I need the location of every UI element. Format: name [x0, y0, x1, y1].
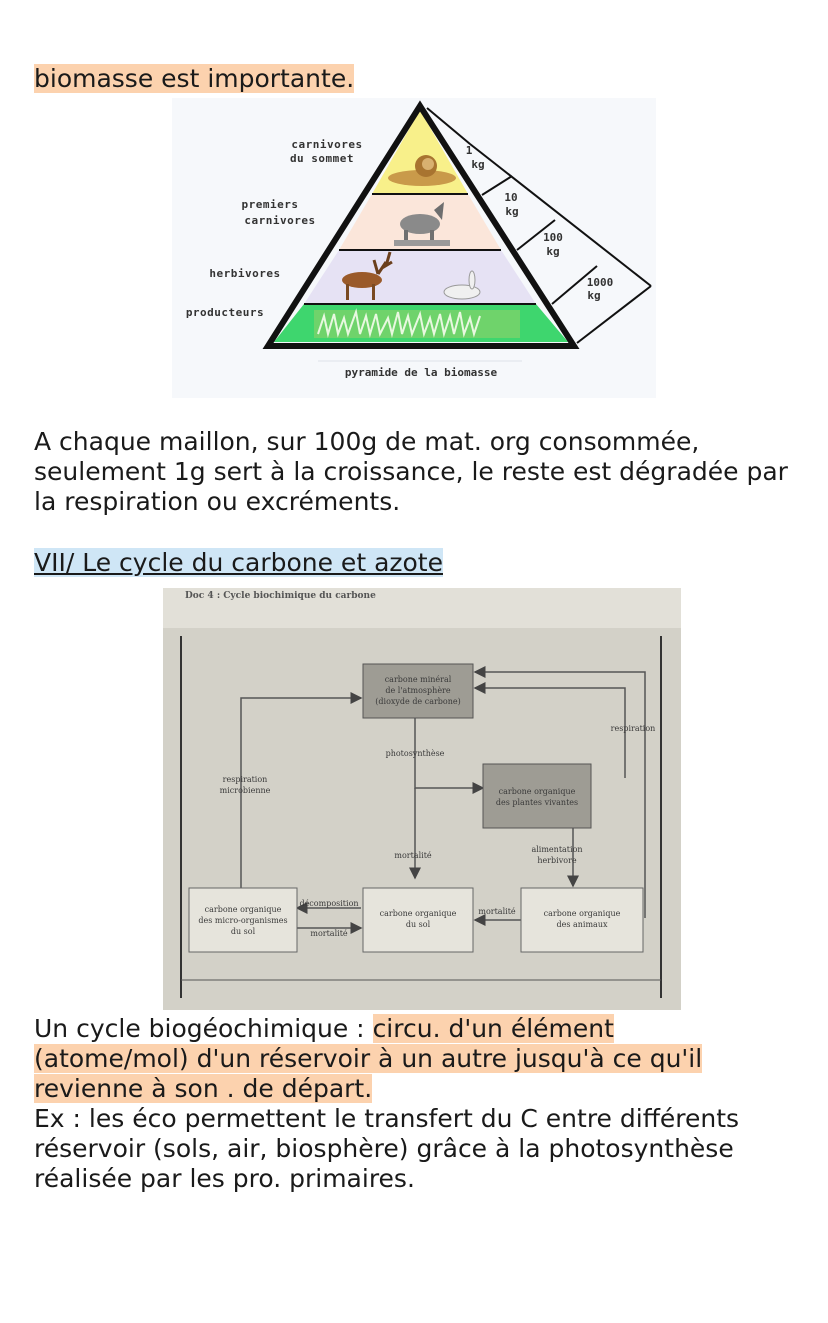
- mass-label: kg: [546, 245, 560, 258]
- arrow-label: microbienne: [219, 786, 271, 795]
- definition-term: Un cycle biogéochimique :: [34, 1014, 373, 1043]
- box-text: carbone organique: [204, 905, 282, 914]
- level-label: du sommet: [289, 152, 355, 165]
- box-text: des animaux: [556, 920, 608, 929]
- mass-label: 10: [504, 191, 518, 204]
- mass-label: kg: [505, 205, 519, 218]
- definition-highlight: circu. d'un élément: [372, 1014, 614, 1043]
- arrow-label: herbivore: [537, 856, 577, 865]
- box-text: des micro-organismes: [198, 916, 288, 925]
- arrow-label: mortalité: [310, 929, 348, 938]
- definition-block: [34, 1014, 814, 1194]
- arrow-label: mortalité: [394, 851, 432, 860]
- definition-highlight: revienne à son . de départ.: [34, 1074, 373, 1103]
- box-text: du sol: [405, 920, 431, 929]
- example-text: Ex : les éco permettent le transfert du C entre différents réservoir (sols, air, biosphère) grâce à la photosynthèse réalisée par les pro. primaires.: [34, 1104, 740, 1193]
- arrow-label: mortalité: [478, 907, 516, 916]
- doc-title: Doc 4 : Cycle biochimique du carbone: [185, 591, 376, 601]
- biomass-pyramid-figure: [172, 98, 656, 398]
- arrow-label: respiration: [222, 775, 268, 784]
- mass-label: kg: [471, 158, 485, 171]
- intro-text: [34, 64, 354, 94]
- paragraph-respiration: A chaque maillon, sur 100g de mat. org consommée, seulement 1g sert à la croissance, le reste est dégradée par la respiration ou excréments.: [34, 427, 788, 516]
- box-text: de l'atmosphère: [385, 686, 451, 695]
- section-heading-text: VII/ Le cycle du carbone et azote: [34, 548, 443, 577]
- definition-line-2: [34, 1044, 814, 1074]
- level-label: producteurs: [185, 306, 265, 319]
- box-text: du sol: [230, 927, 256, 936]
- pyramid-level-herbivores: [304, 250, 536, 304]
- carbon-cycle-figure: [163, 588, 681, 1010]
- level-label: premiers: [241, 198, 299, 211]
- box-text: (dioxyde de carbone): [375, 697, 461, 706]
- mass-label: kg: [587, 289, 601, 302]
- mass-label: 1000: [586, 276, 614, 289]
- arrow-label: décomposition: [299, 899, 359, 908]
- definition-line-3: [34, 1074, 814, 1104]
- intro-highlight: biomasse est importante.: [34, 64, 355, 93]
- arrow-label: alimentation: [531, 845, 583, 854]
- definition-line-1: [34, 1014, 814, 1044]
- box-text: carbone organique: [498, 787, 576, 796]
- box-text: carbone organique: [379, 909, 457, 918]
- arrow-label: photosynthèse: [385, 749, 445, 758]
- arrow-label: respiration: [610, 724, 656, 733]
- box-text: des plantes vivantes: [495, 798, 579, 807]
- grass-icon: [314, 310, 520, 338]
- level-label: herbivores: [209, 267, 281, 280]
- box-text: carbone organique: [543, 909, 621, 918]
- mass-label: 100: [543, 231, 563, 244]
- definition-highlight: (atome/mol) d'un réservoir à un autre jusqu'à ce qu'il: [34, 1044, 703, 1073]
- level-label: carnivores: [244, 214, 316, 227]
- box-text: carbone minéral: [384, 675, 452, 684]
- section-heading: [34, 548, 443, 578]
- figure-caption: pyramide de la biomasse: [344, 366, 498, 379]
- mass-label: 1: [465, 144, 473, 157]
- level-label: carnivores: [291, 138, 363, 151]
- box-plants: [483, 764, 591, 828]
